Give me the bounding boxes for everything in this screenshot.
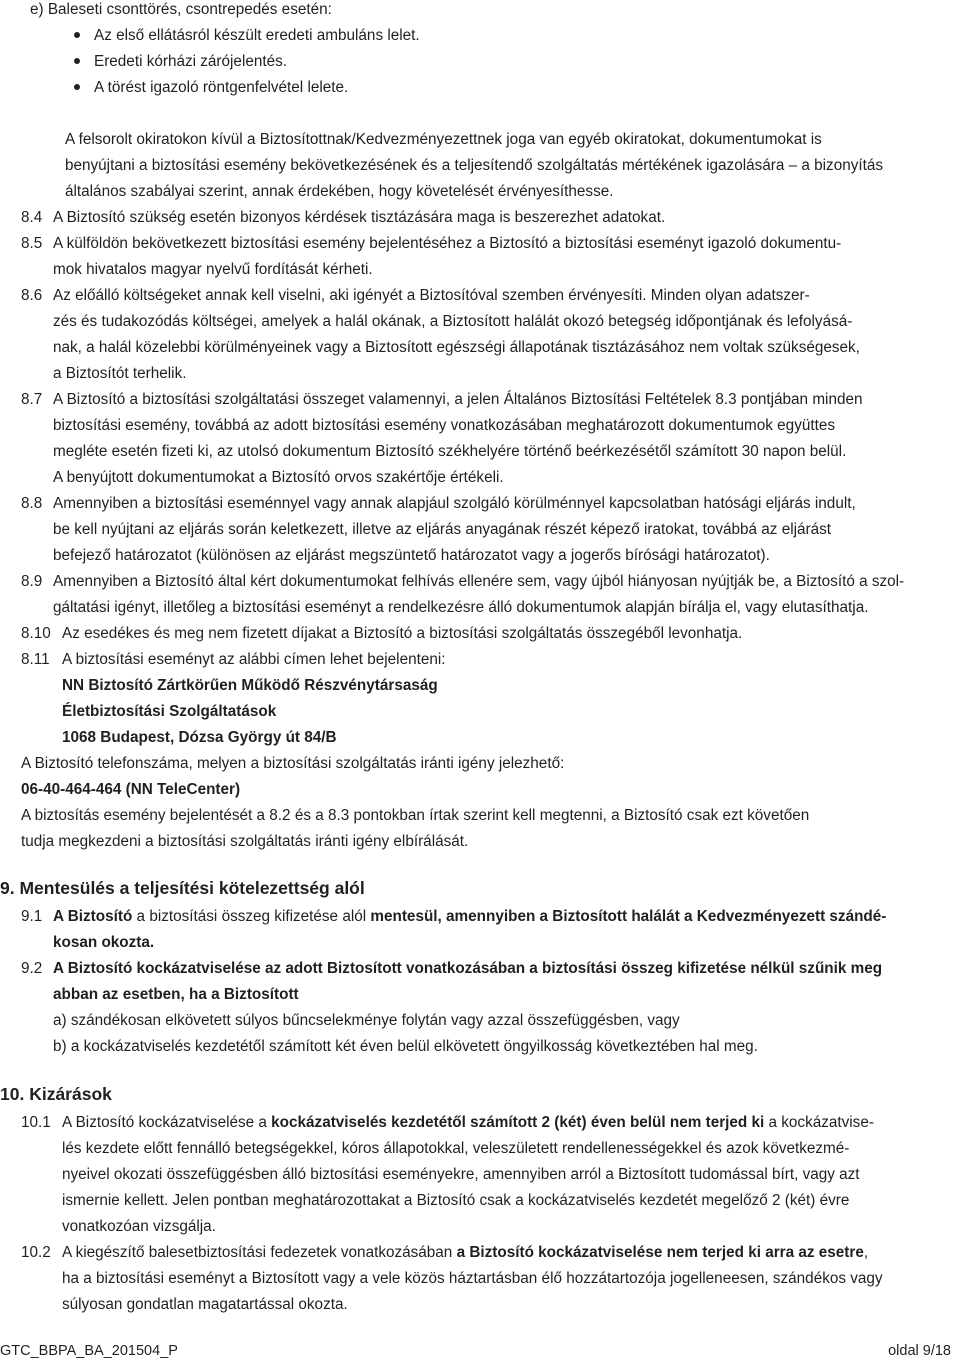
clause-number: 8.6 (21, 287, 43, 304)
clause-line: ha a biztosítási eseményt a Biztosított vagy a vele közös háztartásban élő hozzátartozója jogelleneesen, szándékos vagy (62, 1270, 883, 1287)
bullet-dot (74, 32, 80, 38)
clause-number: 8.4 (21, 209, 43, 226)
paragraph-line: A felsorolt okiratokon kívül a Biztosítottnak/Kedvezményezettnek joga van egyéb okiratokat, dokumentumokat is (65, 131, 822, 148)
clause-number: 8.8 (21, 495, 43, 512)
clause-subitem: a) szándékosan elkövetett súlyos bűncselekménye folytán vagy azzal összefüggésben, vagy (53, 1012, 680, 1029)
clause-line: abban az esetben, ha a Biztosított (53, 986, 299, 1003)
address-company: NN Biztosító Zártkörűen Működő Részvénytársaság (62, 677, 438, 694)
clause-line: A Biztosító kockázatviselése az adott Biztosított vonatkozásában a biztosítási összeg kifizetése nélkül szűnik meg (53, 960, 883, 977)
address-department: Életbiztosítási Szolgáltatások (62, 703, 277, 720)
paragraph-line: általános szabályai szerint, annak érdekében, hogy követelését érvényesíthesse. (65, 183, 614, 200)
clause-number: 8.9 (21, 573, 43, 590)
plain-text: a biztosítási összeg kifizetése alól (132, 908, 371, 925)
clause-line: A Biztosító szükség esetén bizonyos kérdések tisztázására maga is beszerezhet adatokat. (53, 209, 666, 226)
bullet-dot (74, 58, 80, 64)
clause-line: súlyosan gondatlan magatartással okozta. (62, 1296, 348, 1313)
clause-number: 10.2 (21, 1244, 51, 1261)
bold-text: a Biztosító kockázatviselése nem terjed ki arra az esetre (456, 1244, 864, 1261)
plain-text: a kockázatvise- (764, 1114, 874, 1131)
clause-line: biztosítási esemény, továbbá az adott biztosítási esemény vonatkozásában meghatározott dokumentumok együttes (53, 417, 836, 434)
section-10-heading: 10. Kizárások (0, 1084, 112, 1104)
footer-doc-id: GTC_BBPA_BA_201504_P (0, 1343, 178, 1359)
bullet-item: A törést igazoló röntgenfelvétel lelete. (94, 79, 349, 96)
clause-line: Az esedékes és meg nem fizetett díjakat a Biztosító a biztosítási szolgáltatás összegéből levonhatja. (62, 625, 743, 642)
clause-line: tudja megkezdeni a biztosítási szolgáltatás iránti igény elbírálását. (21, 833, 469, 850)
bold-text: A Biztosító (53, 908, 133, 925)
clause-line: Amennyiben a Biztosító által kért dokumentumokat felhívás ellenére sem, vagy újból hiányosan nyújtják be, a Biztosító a szol- (53, 573, 905, 590)
clause-line: lés kezdete előtt fennálló betegségekkel, kóros állapotokkal, veleszületett rendellenességekkel és azok következmé- (62, 1140, 850, 1157)
plain-text: , (863, 1244, 869, 1261)
clause-number: 8.10 (21, 625, 51, 642)
plain-text: A kiegészítő balesetbiztosítási fedezetek vonatkozásában (62, 1244, 457, 1261)
clause-line: megléte esetén fizeti ki, az utolsó dokumentum Biztosító székhelyére történő beérkezésétől számított 30 napon belül. (53, 443, 847, 460)
clause-number: 9.1 (21, 908, 43, 925)
plain-text: A Biztosító kockázatviselése a (62, 1114, 272, 1131)
clause-line: A biztosítási eseményt az alábbi címen lehet bejelenteni: (62, 651, 446, 668)
clause-line: A biztosítás esemény bejelentését a 8.2 és a 8.3 pontokban írtak szerint kell megtenni, a Biztosító csak ezt követően (21, 807, 810, 824)
bullet-dot (74, 84, 80, 90)
paragraph-line: benyújtani a biztosítási esemény bekövetkezésének és a teljesítendő szolgáltatás mértékének igazolására – a bizonyítás (65, 157, 884, 174)
clause-line: kosan okozta. (53, 934, 155, 951)
clause-line: A benyújtott dokumentumokat a Biztosító orvos szakértője értékeli. (53, 469, 504, 486)
clause-line (53, 904, 886, 930)
clause-line: zés és tudakozódás költségei, amelyek a halál okának, a Biztosított halálát okozó betegség időpontjának és lefolyásá- (53, 313, 853, 330)
clause-line: nak, a halál közelebbi körülményeinek vagy a Biztosított egészségi állapotának tisztázásához nem voltak szükségesek, (53, 339, 860, 356)
clause-line: vonatkozóan vizsgálja. (62, 1218, 216, 1235)
bullet-item: Eredeti kórházi zárójelentés. (94, 53, 288, 70)
clause-number: 9.2 (21, 960, 43, 977)
clause-line: ismernie kellett. Jelen pontban meghatározottakat a Biztosító csak a kockázatviselés kezdetét megelőző 2 (két) évre (62, 1192, 850, 1209)
address-street: 1068 Budapest, Dózsa György út 84/B (62, 729, 337, 746)
clause-line: A Biztosító a biztosítási szolgáltatási összeget valamennyi, a jelen Általános Biztosítási Feltételek 8.3 pontjában minden (53, 391, 863, 408)
clause-number: 8.11 (21, 651, 50, 668)
clause-line (62, 1110, 874, 1136)
phone-intro: A Biztosító telefonszáma, melyen a biztosítási szolgáltatás iránti igény jelezhető: (21, 755, 565, 772)
section-9-heading: 9. Mentesülés a teljesítési kötelezettség alól (0, 878, 365, 898)
clause-line: be kell nyújtani az eljárás során keletkezett, illetve az eljárás anyagának részét képező iratokat, továbbá az eljárást (53, 521, 832, 538)
clause-line: nyeivel okozati összefüggésben álló biztosítási eseményekre, amennyiben arról a Biztosított tudomással bírt, vagy azt (62, 1166, 860, 1183)
section-e-title: e) Baleseti csonttörés, csontrepedés esetén: (30, 1, 332, 18)
clause-number: 8.5 (21, 235, 43, 252)
bullet-item: Az első ellátásról készült eredeti ambuláns lelet. (94, 27, 420, 44)
clause-line: Az előálló költségeket annak kell viselni, aki igényét a Biztosítóval szemben érvényesíti. Minden olyan adatszer- (53, 287, 810, 304)
clause-number: 10.1 (21, 1114, 51, 1131)
clause-line: befejező határozatot (különösen az eljárást megszüntető határozatot vagy a jogerős bírósági határozatot). (53, 547, 770, 564)
footer-page-number: oldal 9/18 (888, 1343, 951, 1359)
clause-line: A külföldön bekövetkezett biztosítási esemény bejelentéséhez a Biztosító a biztosítási eseményt igazoló dokumentu- (53, 235, 842, 252)
clause-line (62, 1240, 868, 1266)
bold-text: mentesül, amennyiben a Biztosított halálát a Kedvezményezett szándé- (370, 908, 887, 925)
clause-number: 8.7 (21, 391, 43, 408)
clause-line: gáltatási igényt, illetőleg a biztosítási eseményt a rendelkezésre álló dokumentumok alapján bírálja el, vagy elutasíthatja. (53, 599, 869, 616)
clause-line: a Biztosítót terhelik. (53, 365, 187, 382)
clause-line: mok hivatalos magyar nyelvű fordítását kérheti. (53, 261, 373, 278)
phone-number: 06-40-464-464 (NN TeleCenter) (21, 781, 241, 798)
clause-line: Amennyiben a biztosítási eseménnyel vagy annak alapjául szolgáló körülménnyel kapcsolatban hatósági eljárás indult, (53, 495, 856, 512)
bold-text: kockázatviselés kezdetétől számított 2 (két) éven belül nem terjed ki (271, 1114, 765, 1131)
clause-subitem: b) a kockázatviselés kezdetétől számított két éven belül elkövetett öngyilkosság következtében hal meg. (53, 1038, 758, 1055)
